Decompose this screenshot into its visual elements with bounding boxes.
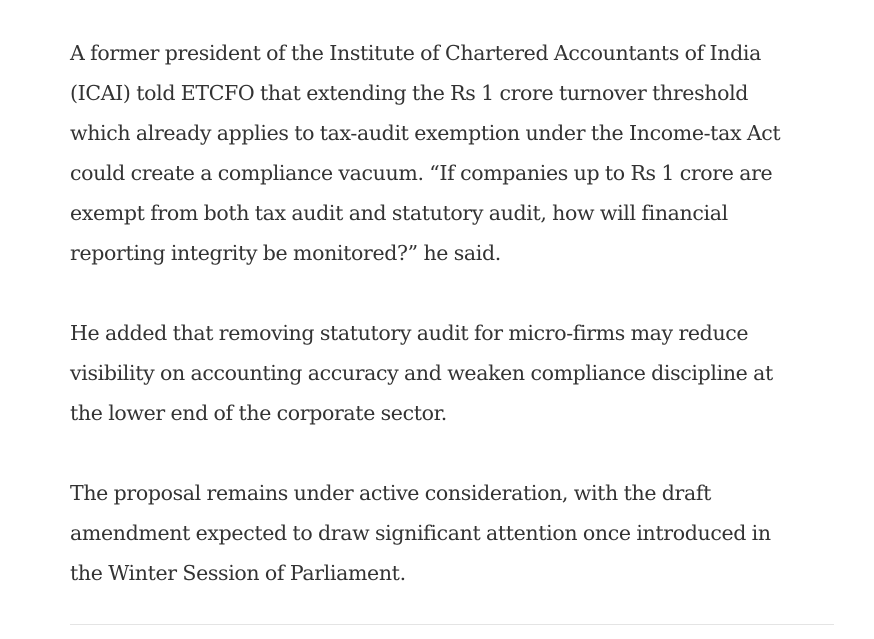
text-line: A former president of the Institute of Chartered Accountants of India (70, 41, 762, 65)
text-line: amendment expected to draw significant attention once introduced in (70, 521, 771, 545)
paragraph-statutory-audit (70, 313, 834, 433)
text-line: He added that removing statutory audit for micro-firms may reduce (70, 321, 749, 345)
text-line: reporting integrity be monitored?” he said. (70, 241, 501, 265)
text-line: visibility on accounting accuracy and weaken compliance discipline at (70, 361, 773, 385)
text-line: could create a compliance vacuum. “If companies up to Rs 1 crore are (70, 161, 773, 185)
text-line: the lower end of the corporate sector. (70, 401, 447, 425)
text-line: (ICAI) told ETCFO that extending the Rs 1 crore turnover threshold (70, 81, 749, 105)
paragraph-proposal-status (70, 473, 834, 593)
text-line: The proposal remains under active consideration, with the draft (70, 481, 711, 505)
text-line: which already applies to tax-audit exemption under the Income-tax Act (70, 121, 781, 145)
article-divider (70, 624, 834, 625)
article-body (70, 33, 834, 593)
text-line: exempt from both tax audit and statutory audit, how will financial (70, 201, 728, 225)
text-line: the Winter Session of Parliament. (70, 561, 406, 585)
paragraph-icai-quote (70, 33, 834, 273)
